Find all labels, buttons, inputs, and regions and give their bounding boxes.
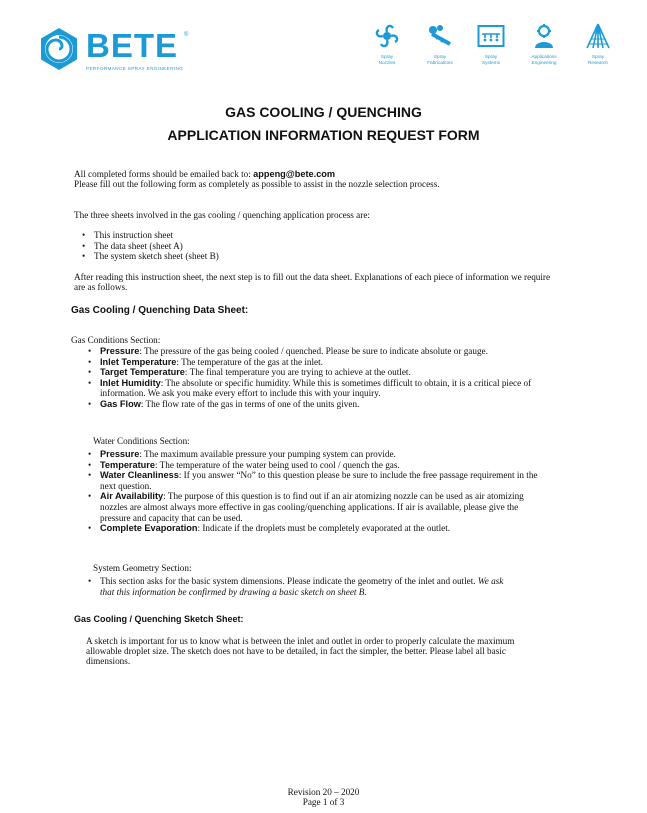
nav-label-line1: Spray (433, 54, 447, 59)
geometry-italic-continued: that this information be confirmed by drawing a basic sketch on sheet B. (100, 586, 367, 597)
definition: : If you answer “No” to this question please be sure to include the free passage requirement in the (178, 470, 538, 481)
list-item (100, 449, 538, 460)
page-number: Page 1 of 3 (302, 797, 345, 807)
list-item (100, 491, 538, 523)
term: Gas Flow (100, 398, 141, 409)
list-item (100, 470, 538, 491)
definition-continued: nozzles are almost always more effective in gas cooling/quenching applications. If air is available, please give the (100, 501, 519, 512)
geometry-italic: We ask (477, 576, 504, 586)
term: Pressure (100, 449, 140, 459)
spray-research-icon (584, 22, 612, 50)
nav-label-line2: Engineering (531, 59, 557, 65)
list-item (100, 378, 531, 399)
sketch-line1: A sketch is important for us to know what is between the inlet and outlet in order to properly calculate the maximum (86, 636, 515, 646)
list-item (100, 576, 503, 597)
sketch-sheet-heading: Gas Cooling / Quenching Sketch Sheet: (74, 614, 244, 624)
term: Temperature (100, 459, 155, 470)
email-link[interactable]: appeng@bete.com (253, 169, 336, 179)
nav-spray-nozzles[interactable] (365, 22, 409, 65)
definition: : The pressure of the gas being cooled / quenched. Please be sure to indicate absolute or gauge. (139, 346, 488, 356)
nav-applications-engineering[interactable] (522, 22, 566, 65)
nav-spray-research[interactable] (576, 22, 620, 65)
term: Pressure (100, 346, 140, 356)
sketch-line2: allowable droplet size. The sketch does not have to be detailed, in fact the simpler, the better. Please label all basic (86, 646, 506, 656)
nav-label-line1: Spray (484, 54, 498, 59)
bete-hexagon-logo-icon (36, 26, 82, 72)
list-item (100, 367, 531, 378)
applications-engineer-icon (530, 22, 558, 50)
gas-conditions-list (100, 346, 531, 410)
brand-tagline: PERFORMANCE SPRAY ENGINEERING (86, 66, 184, 71)
sketch-line3: dimensions. (86, 656, 131, 666)
definition: : The temperature of the gas at the inlet. (176, 356, 323, 367)
nav-label-line1: Spray (591, 54, 605, 59)
definition-continued: information. We ask you make every effort to include this with your inquiry. (100, 388, 381, 399)
nav-label-line2: Systems (482, 59, 500, 65)
registered-mark: ® (184, 32, 189, 38)
sheets-intro: The three sheets involved in the gas cooling / quenching application process are: (74, 210, 370, 220)
sheets-list (94, 230, 219, 262)
nav-spray-fabrications[interactable] (418, 22, 462, 65)
list-item (100, 460, 538, 471)
list-item: • The system sketch sheet (sheet B) (94, 251, 219, 262)
spray-system-icon (477, 22, 505, 50)
nav-spray-systems[interactable] (469, 22, 513, 65)
geometry-section-title: System Geometry Section: (93, 563, 192, 573)
spray-nozzle-icon (373, 22, 401, 50)
term: Target Temperature (100, 367, 185, 378)
definition: : Indicate if the droplets must be completely evaporated at the outlet. (197, 523, 451, 534)
revision-label: Revision 20 – 2020 (287, 787, 360, 797)
nav-label-line1: Spray (380, 54, 394, 59)
form-title-line2: APPLICATION INFORMATION REQUEST FORM (167, 127, 480, 143)
list-item (100, 523, 538, 534)
after-reading-line1: After reading this instruction sheet, the next step is to fill out the data sheet. Explanations of each piece of information we require (74, 272, 551, 282)
nav-label-line2: Research (587, 59, 609, 65)
geometry-text: This section asks for the basic system dimensions. Please indicate the geometry of the inlet and outlet. (100, 576, 478, 586)
email-instruction (74, 169, 335, 180)
data-sheet-heading: Gas Cooling / Quenching Data Sheet: (71, 305, 249, 316)
definition: : The purpose of this question is to find out if an air atomizing nozzle can be used as air atomizing (163, 491, 524, 502)
list-item: • This instruction sheet (94, 230, 219, 241)
nav-label-line2: Fabrications (427, 59, 453, 65)
list-item: • The data sheet (sheet A) (94, 241, 219, 252)
list-item (100, 357, 531, 368)
definition-continued: pressure and capacity that can be used. (100, 512, 243, 523)
nav-label-line2: Nozzles (378, 59, 396, 65)
definition: : The flow rate of the gas in terms of one of the units given. (140, 398, 360, 409)
geometry-list (100, 576, 503, 597)
gas-section-title: Gas Conditions Section: (71, 335, 161, 345)
term: Air Availability (100, 491, 164, 502)
definition: : The maximum available pressure your pumping system can provide. (139, 449, 396, 459)
term: Inlet Humidity (100, 377, 161, 388)
definition-continued: next question. (100, 480, 152, 491)
definition: : The absolute or specific humidity. While this is sometimes difficult to obtain, it is a critical piece of (160, 377, 532, 388)
water-conditions-list (100, 449, 538, 534)
definition: : The temperature of the water being used to cool / quench the gas. (154, 459, 400, 470)
water-section-title: Water Conditions Section: (93, 436, 190, 446)
definition: : The final temperature you are trying to achieve at the outlet. (184, 367, 411, 378)
spray-fabrication-icon (426, 22, 454, 50)
term: Water Cleanliness (100, 470, 179, 481)
form-title-line1: GAS COOLING / QUENCHING (225, 104, 422, 120)
term: Inlet Temperature (100, 356, 177, 367)
list-item (100, 399, 531, 410)
brand-name: BETE (86, 27, 179, 64)
list-item (100, 346, 531, 357)
nav-label-line1: Applications (531, 54, 557, 59)
term: Complete Evaporation (100, 523, 198, 534)
email-prefix: All completed forms should be emailed back to: (74, 169, 254, 179)
after-reading-line2: are as follows. (74, 282, 128, 292)
bete-logo[interactable] (36, 26, 196, 78)
fill-out-instruction: Please fill out the following form as completely as possible to assist in the nozzle selection process. (74, 179, 440, 189)
